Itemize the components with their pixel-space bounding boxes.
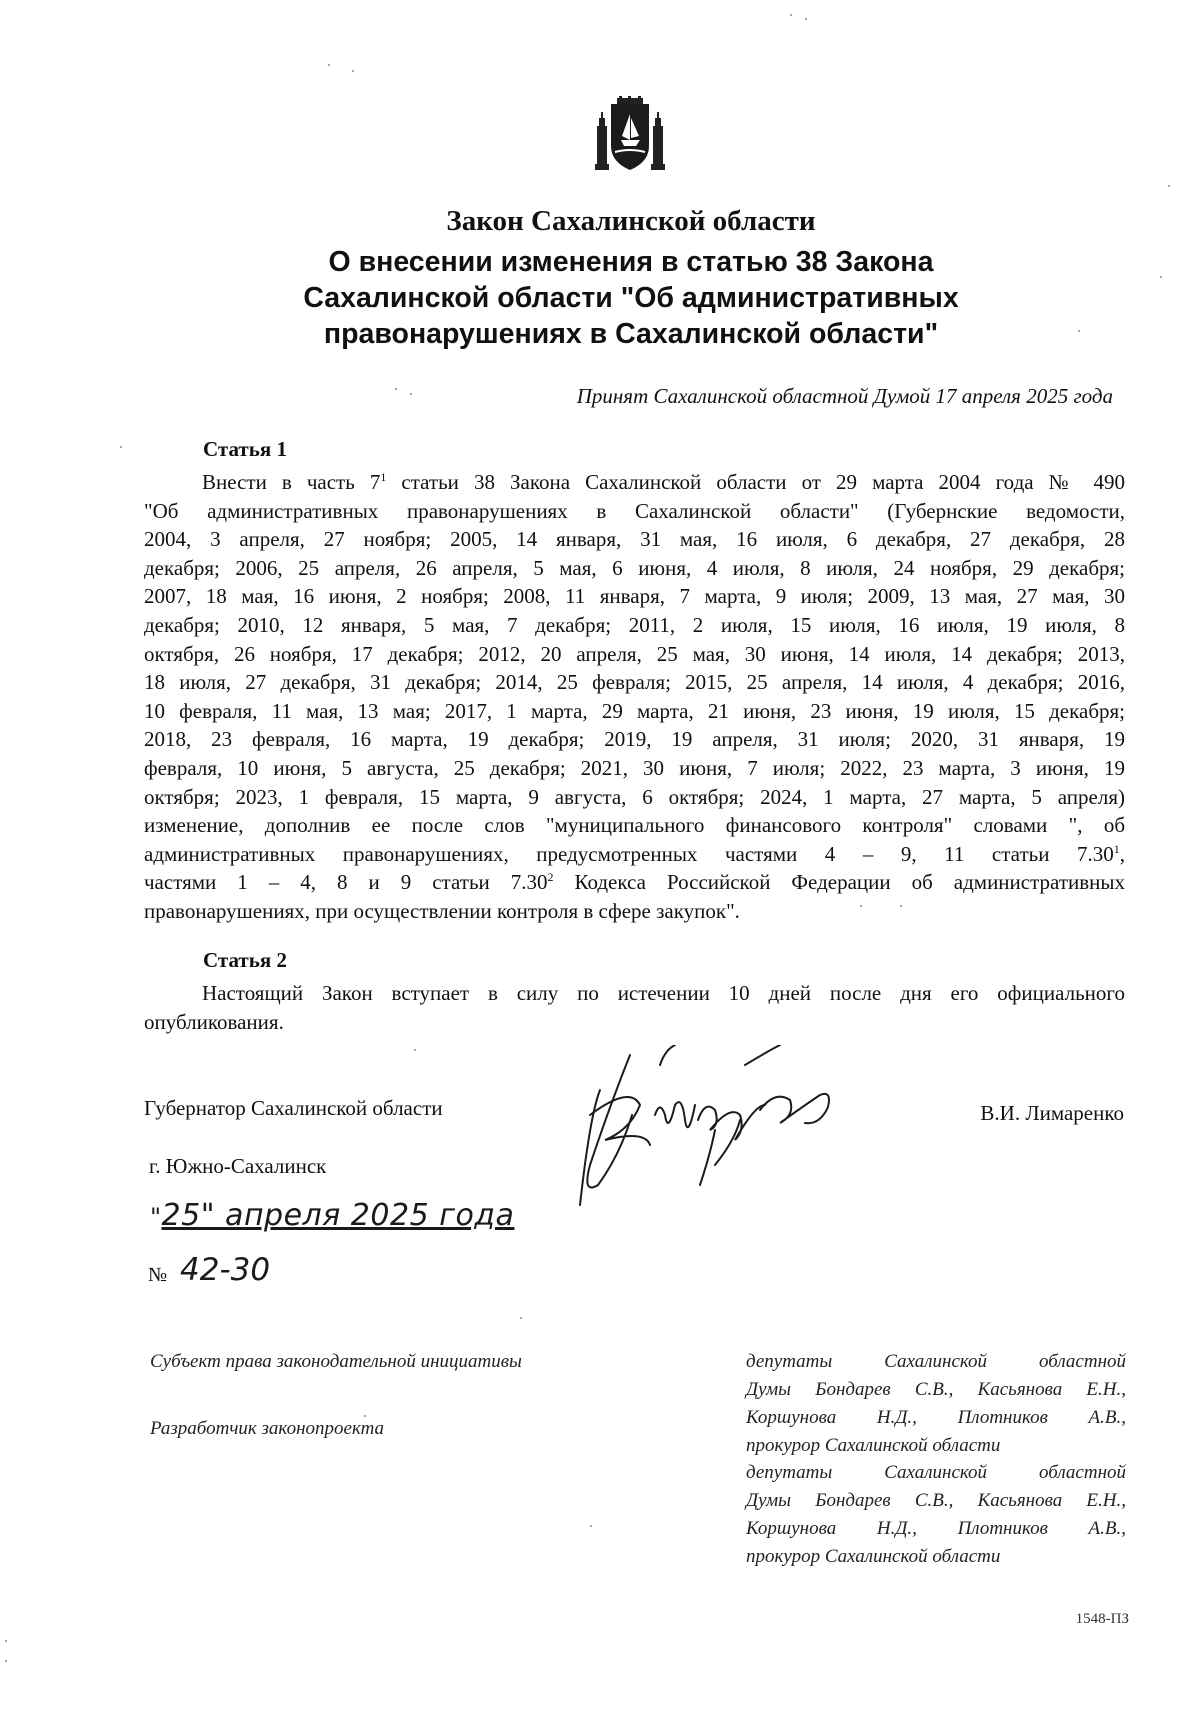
article-1-line: 10 февраля, 11 мая, 13 мая; 2017, 1 марта, 29 марта, 21 июня, 23 июня, 19 июля, 15 декабря;: [144, 698, 1125, 723]
developer-line: Коршунова Н.Д., Плотников А.В.,: [746, 1518, 1126, 1539]
article-1-line: декабря; 2010, 12 января, 5 мая, 7 декабря; 2011, 2 июля, 15 июля, 16 июля, 19 июля, 8: [144, 612, 1125, 637]
initiative-line: прокурор Сахалинской области: [746, 1435, 1001, 1456]
initiative-line: Коршунова Н.Д., Плотников А.В.,: [746, 1407, 1126, 1428]
article-1-line: 2018, 23 февраля, 16 марта, 19 декабря; 2019, 19 апреля, 31 июля; 2020, 31 января, 19: [144, 727, 1125, 752]
article-1-line: октября, 26 ноября, 17 декабря; 2012, 20 апреля, 25 мая, 30 июня, 14 июля, 14 декабря; 2013,: [144, 641, 1125, 666]
article-1-body: [144, 468, 1125, 926]
number-label: №: [148, 1264, 168, 1286]
developer-list: [746, 1459, 1126, 1571]
developer-line: Думы Бондарев С.В., Касьянова Е.Н.,: [746, 1490, 1126, 1511]
article-1-line: октября; 2023, 1 февраля, 15 марта, 9 августа, 6 октября; 2024, 1 марта, 27 марта, 5 апреля): [144, 784, 1125, 809]
article-1-line: 2007, 18 мая, 16 июня, 2 ноября; 2008, 11 января, 7 марта, 9 июля; 2009, 13 мая, 27 мая, 30: [144, 584, 1125, 609]
article-1-line: правонарушениях, при осуществлении контроля в сфере закупок".: [144, 898, 740, 923]
handwritten-number: 42-30: [180, 1252, 271, 1288]
subtitle-line: Сахалинской области "Об административных: [303, 282, 959, 314]
initiative-list: [746, 1348, 1126, 1460]
article-1-line: декабря; 2006, 25 апреля, 26 апреля, 5 мая, 6 июня, 4 июля, 8 июля, 24 ноября, 29 декабря;: [144, 555, 1125, 580]
initiative-label: Субъект права законодательной инициативы: [150, 1351, 522, 1372]
developer-label: Разработчик законопроекта: [150, 1418, 385, 1439]
article-1-line: административных правонарушениях, предусмотренных частями 4 – 9, 11 статьи 7.30$^1$,: [144, 841, 1125, 866]
article-1-line: 18 июля, 27 декабря, 31 декабря; 2014, 25 февраля; 2015, 25 апреля, 14 июля, 4 декабря; 2016,: [144, 670, 1125, 695]
law-subtitle: [0, 244, 1200, 352]
article-1-line: изменение, дополнив ее после слов "муниципального финансового контроля" словами ", об: [144, 813, 1125, 838]
developer-line: депутаты Сахалинской областной: [746, 1462, 1126, 1483]
article-1-line: частями 1 – 4, 8 и 9 статьи 7.30$^2$ Кодекса Российской Федерации об административных: [144, 870, 1125, 895]
article-2-line: Настоящий Закон вступает в силу по истечении 10 дней после дня его официального: [202, 981, 1125, 1005]
article-1-heading: Статья 1: [203, 437, 287, 461]
article-1-line: Внести в часть $7^1$ статьи 38 Закона Сахалинской области от 29 марта 2004 года № 490: [202, 470, 1126, 494]
initiative-line: депутаты Сахалинской областной: [746, 1351, 1126, 1372]
governor-title: Губернатор Сахалинской области: [144, 1096, 443, 1120]
adoption-note: Принят Сахалинской областной Думой 17 апреля 2025 года: [576, 384, 1113, 408]
subtitle-line: правонарушениях в Сахалинской области": [323, 318, 939, 350]
article-1-line: "Об административных правонарушениях в Сахалинской области" (Губернские ведомости,: [144, 498, 1125, 523]
article-1-line: февраля, 10 июня, 5 августа, 25 декабря; 2021, 30 июня, 7 июля; 2022, 23 марта, 3 июня, 19: [144, 755, 1125, 780]
article-2-body: [144, 979, 1125, 1037]
initiative-line: Думы Бондарев С.В., Касьянова Е.Н.,: [746, 1379, 1126, 1400]
document-code: 1548-ПЗ: [1075, 1611, 1129, 1627]
city-label: г. Южно-Сахалинск: [149, 1154, 327, 1178]
coat-of-arms-icon: [595, 96, 665, 172]
article-2-line: опубликования.: [144, 1010, 284, 1034]
article-1-line: 2004, 3 апреля, 27 ноября; 2005, 14 января, 31 мая, 16 июля, 6 декабря, 27 декабря, 28: [144, 527, 1125, 552]
handwritten-signature: [570, 1045, 890, 1215]
law-title: Закон Сахалинской области: [446, 205, 816, 237]
developer-line: прокурор Сахалинской области: [746, 1546, 1001, 1567]
handwritten-date: [150, 1198, 514, 1233]
subtitle-line: О внесении изменения в статью 38 Закона: [328, 246, 934, 278]
article-2-heading: Статья 2: [203, 948, 287, 972]
governor-name: В.И. Лимаренко: [980, 1101, 1124, 1125]
open-quote: ": [150, 1203, 162, 1231]
date-text: 25" апреля 2025 года: [161, 1198, 515, 1233]
